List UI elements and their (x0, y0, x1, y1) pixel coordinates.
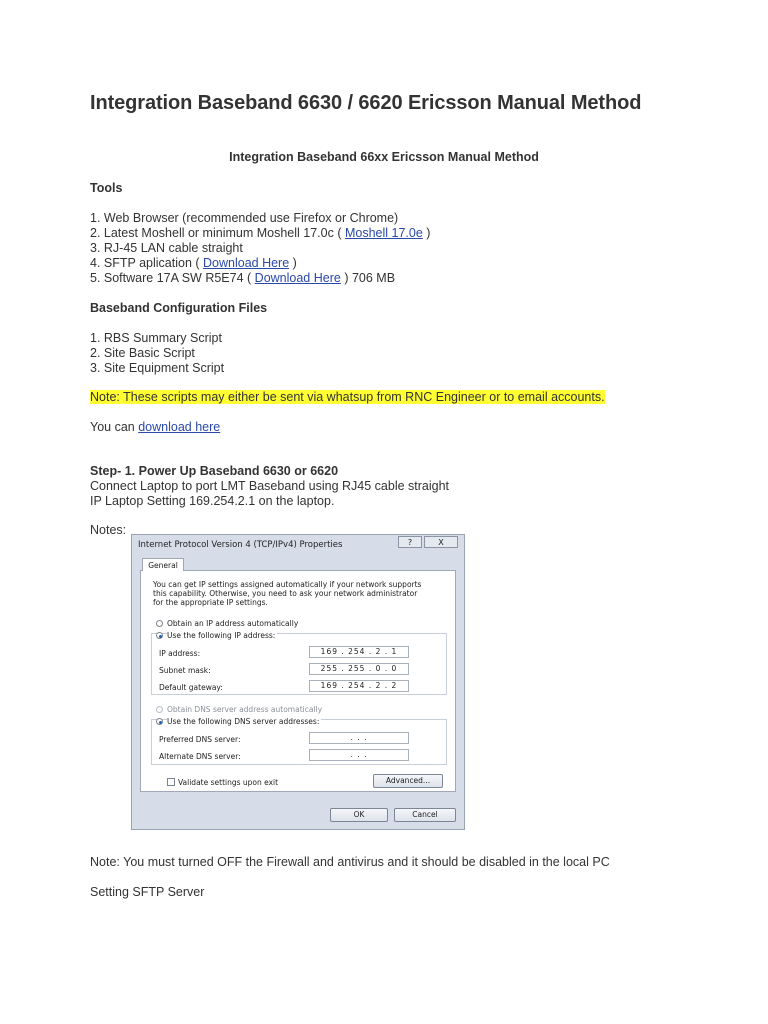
intro-line-1: You can get IP settings assigned automatically if your network supports (153, 580, 422, 589)
tools-item-4-text: 4. SFTP aplication ( (90, 256, 204, 270)
step1-line-1: Connect Laptop to port LMT Baseband using RJ45 cable straight (90, 479, 450, 493)
you-can-line (90, 420, 220, 435)
subnet-mask-input[interactable]: 255 . 255 . 0 . 0 (309, 663, 409, 675)
tools-item-4 (90, 256, 297, 271)
default-gateway-input[interactable]: 169 . 254 . 2 . 2 (309, 680, 409, 692)
ipv4-properties-dialog (131, 534, 465, 830)
notes-label: Notes: (90, 523, 127, 537)
software-download-link[interactable]: Download Here (254, 271, 341, 285)
obtain-ip-auto-label: Obtain an IP address automatically (167, 619, 299, 628)
use-ip-radio[interactable] (156, 632, 163, 639)
ok-button[interactable]: OK (330, 808, 388, 822)
preferred-dns-label: Preferred DNS server: (159, 735, 241, 744)
step1-line-2: IP Laptop Setting 169.254.2.1 on the laptop. (90, 494, 335, 508)
general-tab-pane (140, 570, 456, 792)
validate-checkbox[interactable] (167, 778, 175, 786)
tools-item-5 (90, 271, 395, 286)
tools-item-4-suffix: ) (289, 256, 297, 270)
cancel-button[interactable]: Cancel (394, 808, 456, 822)
tools-item-1: 1. Web Browser (recommended use Firefox or Chrome) (90, 211, 399, 225)
obtain-dns-auto-label: Obtain DNS server address automatically (167, 705, 323, 714)
step1-heading: Step- 1. Power Up Baseband 6630 or 6620 (90, 464, 339, 478)
sftp-download-link[interactable]: Download Here (203, 256, 290, 270)
scripts-note (90, 390, 605, 405)
you-can-text: You can (90, 420, 139, 434)
tab-general[interactable]: General (142, 558, 184, 571)
firewall-note: Note: You must turned OFF the Firewall and antivirus and it should be disabled in the local PC (90, 855, 610, 869)
ip-address-input[interactable]: 169 . 254 . 2 . 1 (309, 646, 409, 658)
default-gateway-label: Default gateway: (159, 683, 223, 692)
alternate-dns-label: Alternate DNS server: (159, 752, 241, 761)
config-file-3: 3. Site Equipment Script (90, 361, 225, 375)
tools-item-3: 3. RJ-45 LAN cable straight (90, 241, 243, 255)
config-heading: Baseband Configuration Files (90, 301, 268, 315)
preferred-dns-input[interactable]: . . . (309, 732, 409, 744)
tools-item-5-suffix: ) 706 MB (340, 271, 396, 285)
tools-item-2-suffix: ) (422, 226, 431, 240)
help-button[interactable]: ? (398, 536, 422, 548)
advanced-button[interactable]: Advanced... (373, 774, 443, 788)
use-dns-radio[interactable] (156, 718, 163, 725)
obtain-dns-auto-radio[interactable] (156, 706, 163, 713)
validate-label: Validate settings upon exit (178, 778, 279, 787)
sftp-heading: Setting SFTP Server (90, 885, 205, 899)
config-file-2: 2. Site Basic Script (90, 346, 195, 360)
scripts-note-highlight: Note: These scripts may either be sent via whatsup from RNC Engineer or to email accounts. (90, 390, 605, 404)
moshell-link[interactable]: Moshell 17.0e (344, 226, 423, 240)
tools-item-2-text: 2. Latest Moshell or minimum Moshell 17.0c ( (90, 226, 345, 240)
page-title: Integration Baseband 6630 / 6620 Ericsson Manual Method (90, 92, 642, 114)
intro-line-2: this capability. Otherwise, you need to ask your network administrator (153, 589, 418, 598)
download-here-link[interactable]: download here (138, 420, 221, 434)
use-ip-label: Use the following IP address: (167, 631, 276, 640)
tools-item-2 (90, 226, 430, 241)
tools-heading: Tools (90, 181, 123, 195)
alternate-dns-input[interactable]: . . . (309, 749, 409, 761)
document-subtitle: Integration Baseband 66xx Ericsson Manual Method (229, 150, 539, 164)
config-file-1: 1. RBS Summary Script (90, 331, 222, 345)
dialog-title: Internet Protocol Version 4 (TCP/IPv4) Properties (138, 540, 343, 550)
ip-address-label: IP address: (159, 649, 201, 658)
tools-item-5-text: 5. Software 17A SW R5E74 ( (90, 271, 255, 285)
use-dns-label: Use the following DNS server addresses: (167, 717, 320, 726)
close-button[interactable]: X (424, 536, 458, 548)
subnet-mask-label: Subnet mask: (159, 666, 211, 675)
intro-line-3: for the appropriate IP settings. (153, 598, 268, 607)
obtain-ip-auto-radio[interactable] (156, 620, 163, 627)
